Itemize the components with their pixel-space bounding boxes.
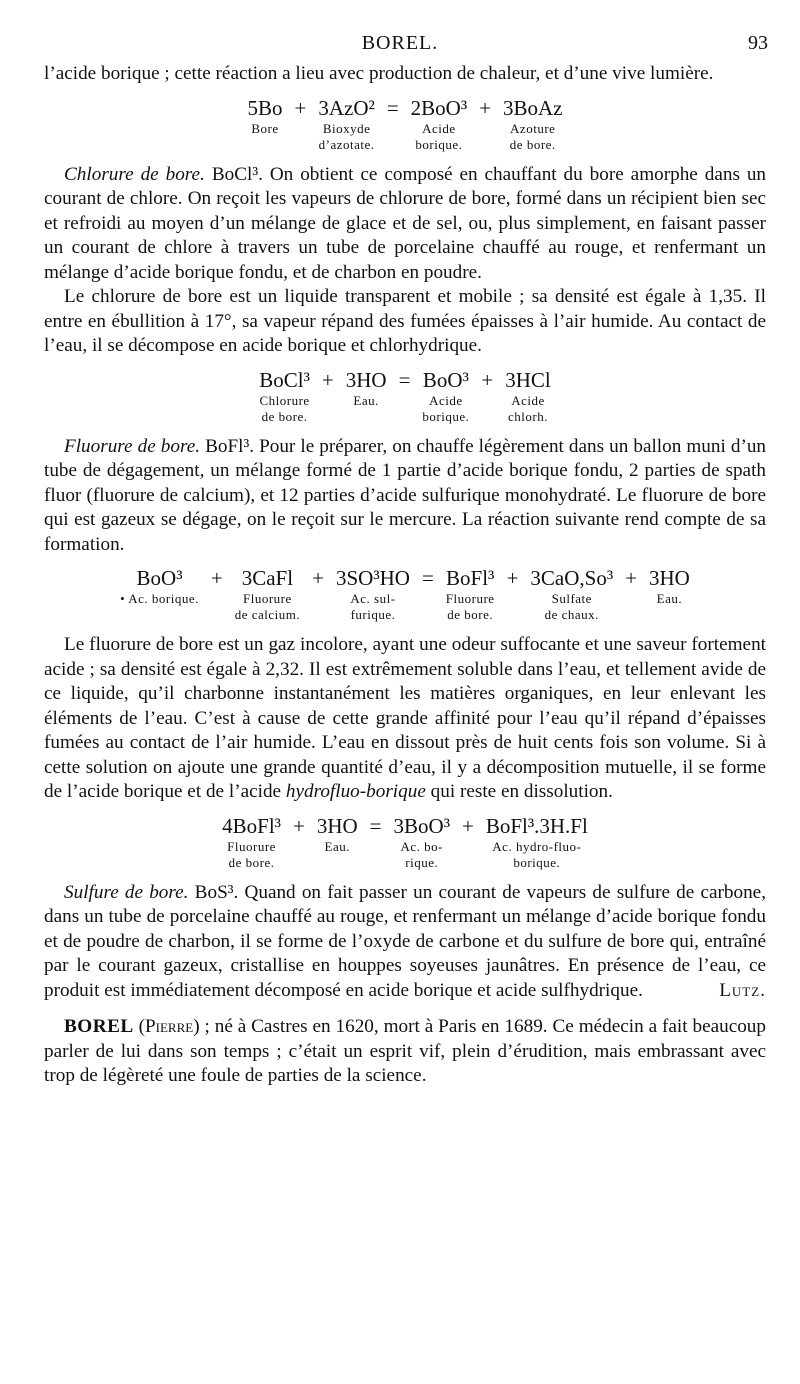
equation-term-label: Acide chlorh.	[508, 392, 548, 424]
paragraph-chlorure	[44, 163, 766, 286]
equation-term-label: Eau.	[353, 392, 379, 408]
equation-term-label: Azoture de bore.	[509, 120, 556, 152]
equation-term-label: Chlorure de bore.	[259, 392, 310, 424]
equation-term-label: Ac. bo- rique.	[400, 838, 443, 870]
equation-term: 3HO	[345, 367, 387, 392]
text-borel: ; né à Castres en 1620, mort à Paris en 1689. Ce médecin a fait beaucoup parler de lui dans son temps ; c’était un esprit vif, plein d’érudition, mais embrassant avec trop de légèreté une foule de parties de la science.	[44, 1016, 766, 1086]
equation-spacer	[475, 393, 499, 425]
equation-term: 3HCl	[505, 367, 551, 392]
equation-chlorure-eau	[44, 367, 766, 425]
equation-term-label: Bioxyde d’azotate.	[318, 120, 375, 152]
section-title-sulfure: Sulfure de bore.	[64, 881, 189, 903]
equation-term: 3CaFl	[241, 566, 294, 590]
equation-term-label: Fluorure de bore.	[227, 838, 276, 870]
equation-fluorure-formation	[44, 565, 766, 623]
equation-spacer	[456, 839, 480, 871]
paragraph-sulfure	[44, 881, 766, 1004]
formula-chlorure: BoCl³.	[211, 163, 263, 185]
equation-spacer	[393, 393, 417, 425]
equation-operator: +	[506, 566, 519, 590]
section-gap	[44, 1003, 766, 1015]
equation-table	[242, 95, 569, 153]
formula-sulfure: BoS³.	[194, 881, 239, 903]
equation-operator: +	[210, 566, 223, 590]
paragraph-borel-entry	[44, 1015, 766, 1089]
equation-spacer	[501, 591, 525, 623]
equation-term: 3SO³HO	[335, 566, 410, 590]
equation-term-label: Acide borique.	[415, 120, 463, 152]
equation-term-label: Fluorure de calcium.	[234, 591, 301, 622]
equation-spacer	[381, 121, 405, 153]
text-fluorure: Pour le préparer, on chauffe légèrement dans un ballon muni d’un tube de dégagement, un mélange formé de 1 partie d’acide borique fondu, 2 parties de spath fluor (fluorure de calcium), et 12 parties d’acide sulfurique monohydraté. Le fluorure de bore qui est gazeux se dégage, on le reçoit sur le mercure. La réaction suivante rend compte de sa formation.	[44, 435, 767, 555]
equation-term: BoFl³	[446, 566, 495, 590]
equation-spacer	[205, 591, 229, 623]
equation-operator: =	[369, 813, 382, 838]
equation-operator: =	[421, 566, 434, 590]
equation-operator: =	[398, 367, 411, 392]
equation-fluorure-eau	[44, 813, 766, 871]
equation-spacer	[287, 839, 311, 871]
page-number: 93	[748, 32, 768, 54]
equation-operator: +	[321, 367, 334, 392]
equation-bore-azote	[44, 95, 766, 153]
equation-term-label: Eau.	[656, 591, 683, 606]
equation-term: 3AzO²	[318, 95, 375, 120]
equation-table	[114, 565, 696, 623]
section-title-chlorure: Chlorure de bore.	[64, 163, 205, 185]
paragraph-fluorure	[44, 435, 766, 558]
equation-term-label: Fluorure de bore.	[445, 591, 495, 622]
paragraph-continuation: l’acide borique ; cette réaction a lieu avec production de chaleur, et d’une vive lumière.	[44, 63, 714, 84]
equation-term-label: Ac. sul- furique.	[350, 591, 396, 622]
equation-spacer	[473, 121, 497, 153]
equation-term: 2BoO³	[410, 95, 468, 120]
text-fluorure-properties-b: qui reste en dissolution.	[425, 781, 613, 802]
equation-term-label: Sulfate de chaux.	[544, 591, 599, 622]
equation-operator: =	[386, 95, 399, 120]
equation-term: BoO³	[136, 566, 183, 590]
paragraph-fluorure-properties	[44, 633, 766, 805]
equation-spacer	[306, 591, 330, 623]
page-body	[44, 62, 766, 1089]
equation-term-label: Ac. hydro-fluo- borique.	[492, 838, 582, 870]
running-header	[0, 32, 800, 58]
equation-term: BoFl³.3H.Fl	[485, 813, 588, 838]
equation-operator: +	[625, 566, 637, 590]
equation-term: 3BoAz	[502, 95, 563, 120]
author-signature: Lutz.	[719, 979, 766, 1001]
equation-term: BoO³	[422, 367, 469, 392]
entry-first-name: (Pierre)	[133, 1016, 200, 1037]
equation-term: 5Bo	[247, 95, 283, 120]
equation-operator: +	[294, 95, 307, 120]
equation-term: 3HO	[316, 813, 358, 838]
equation-operator: +	[481, 367, 494, 392]
equation-term-label: Acide borique.	[422, 392, 470, 424]
equation-spacer	[364, 839, 388, 871]
equation-operator: +	[312, 566, 324, 590]
text-chlorure: On obtient ce composé en chauffant du bore amorphe dans un courant de chlore. On reçoit les vapeurs de chlorure de bore, formé dans un récipient bien sec et refroidi au moyen d’un mélange de glace et de sel, ou, plus simplement, en faisant passer un courant de chlore à travers un tube de porcelaine chauffé au rouge, et renfermant un mélange d’acide borique fondu, et de charbon en poudre.	[44, 163, 767, 283]
equation-table	[216, 813, 594, 871]
running-title: BOREL.	[361, 32, 439, 54]
equation-spacer	[289, 121, 313, 153]
equation-term-label: • Ac. borique.	[120, 591, 199, 606]
equation-operator: +	[461, 813, 474, 838]
equation-term: 4BoFl³	[222, 813, 281, 838]
equation-term: 3CaO,So³	[530, 566, 614, 590]
equation-term: 3HO	[648, 566, 690, 590]
equation-operator: +	[479, 95, 491, 120]
text-hydrofluo-borique: hydrofluo-borique	[285, 781, 426, 802]
equation-spacer	[316, 393, 340, 425]
equation-operator: +	[292, 813, 305, 838]
text-fluorure-properties-a: Le fluorure de bore est un gaz incolore, ayant une odeur suffocante et une saveur fortement acide ; sa densité est égale à 2,32. Il est extrêmement soluble dans l’eau, et tellement avide de ce liquide, qu’il charbonne instantanément les matières organiques, en leur enlevant les éléments de l’eau. C’est à cause de cette grande affinité pour l’eau qu’il répand d’épaisses fumées au contact de l’air humide. L’eau en dissout près de huit cents fois son volume. Si à cette solution on ajoute une grande quantité d’eau, il y a décomposition mutuelle, il se forme de l’acide borique et de l’acide	[44, 634, 766, 802]
equation-spacer	[416, 591, 440, 623]
formula-fluorure: BoFl³.	[205, 435, 255, 457]
equation-term-label: Bore	[251, 120, 279, 136]
equation-term: BoCl³	[259, 367, 310, 392]
paragraph-chlorure-properties: Le chlorure de bore est un liquide transparent et mobile ; sa densité est égale à 1,35. Il entre en ébullition à 17°, sa vapeur répand des fumées épaisses à l’air humide. Au contact de l’eau, il se décompose en acide borique et chlorhydrique.	[44, 286, 766, 356]
text-sulfure: Quand on fait passer un courant de vapeurs de sulfure de carbone, dans un tube de porcelaine chauffé au rouge, et renfermant un mélange d’acide borique fondu et de poudre de charbon, il se forme de l’oxyde de carbone et du sulfure de bore qui, entraîné par le courant gazeux, cristallise en houppes soyeuses jaunâtres. En présence de l’eau, ce produit est immédiatement décomposé en acide borique et acide sulfhydrique.	[44, 881, 766, 1001]
equation-term-label: Eau.	[324, 838, 350, 854]
equation-term: 3BoO³	[393, 813, 450, 838]
section-title-fluorure: Fluorure de bore.	[64, 435, 201, 457]
equation-table	[253, 367, 557, 425]
entry-name: BOREL	[64, 1016, 134, 1037]
equation-spacer	[619, 591, 643, 623]
